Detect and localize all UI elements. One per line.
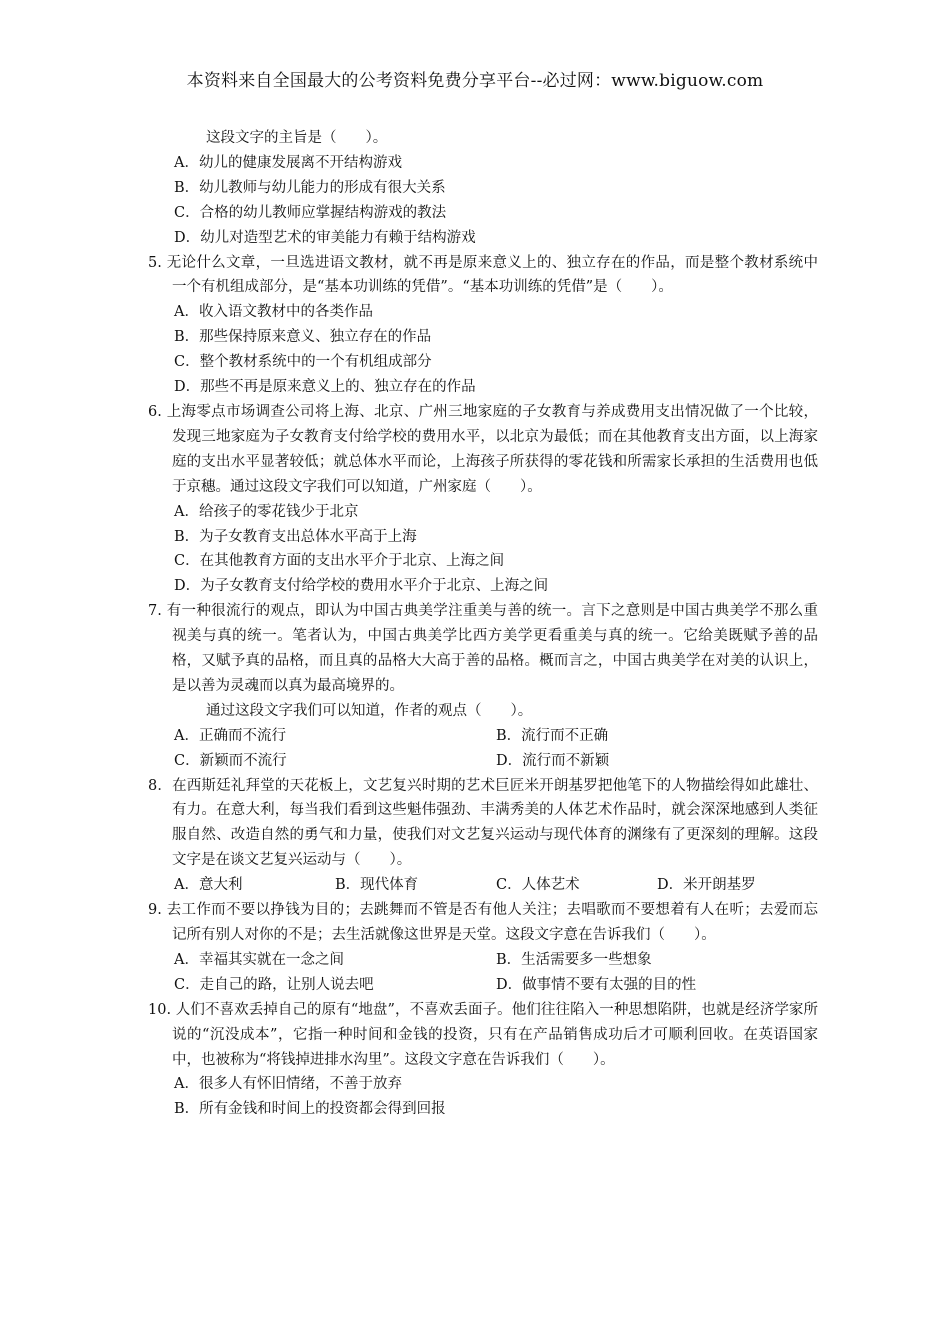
q9-options-row-2 (148, 973, 818, 998)
q9-option-c: C．走自己的路，让别人说去吧 (174, 976, 374, 993)
q9-option-b: B．生活需要多一些想象 (496, 951, 652, 968)
q7-option-d: D．流行而不新颖 (496, 752, 610, 769)
q6-option-c: C．在其他教育方面的支出水平介于北京、上海之间 (174, 553, 505, 570)
q8-stem: 8．在西斯廷礼拜堂的天花板上，文艺复兴时期的艺术巨匠米开朗基罗把他笔下的人物描绘得如此雄壮、有力。在意大利，每当我们看到这些魁伟强劲、丰满秀美的人体艺术作品时，就会深深地感到人类征服自然、改造自然的勇气和力量，使我们对文艺复兴运动与现代体育的渊缘有了更深刻的理解。这段文字是在谈文艺复兴运动与（ ）。 (148, 777, 818, 869)
q8-option-d: D．米开朗基罗 (657, 877, 756, 894)
q5-option-c: C．整个教材系统中的一个有机组成部分 (174, 354, 432, 371)
q7-options-row-2 (148, 749, 818, 774)
q5-option-a: A．收入语文教材中的各类作品 (174, 304, 373, 321)
q8-option-c: C．人体艺术 (496, 877, 580, 894)
q7-stem: 7. 有一种很流行的观点，即认为中国古典美学注重美与善的统一。言下之意则是中国古典美学不那么重视美与真的统一。笔者认为，中国古典美学比西方美学更看重美与真的统一。它给美既赋予善的品格，又赋予真的品格，而且真的品格大大高于善的品格。概而言之，中国古典美学在对美的认识上，是以善为灵魂而以真为最高境界的。 (148, 603, 818, 694)
q9-option-d: D．做事情不要有太强的目的性 (496, 976, 697, 993)
q5-stem: 5. 无论什么文章，一旦选进语文教材，就不再是原来意义上的、独立存在的作品，而是整个教材系统中一个有机组成部分，是“基本功训练的凭借”。“基本功训练的凭借”是（ ）。 (148, 254, 818, 296)
q7-options-row-1 (148, 724, 818, 749)
q7-prompt: 通过这段文字我们可以知道，作者的观点（ ）。 (206, 702, 533, 719)
q7-option-a: A．正确而不流行 (174, 727, 286, 744)
q6-option-d: D．为子女教育支付给学校的费用水平介于北京、上海之间 (174, 578, 549, 595)
q4-prompt: 这段文字的主旨是（ ）。 (206, 130, 388, 146)
q4-option-d: D．幼儿对造型艺术的审美能力有赖于结构游戏 (174, 229, 476, 246)
q6-option-a: A．给孩子的零花钱少于北京 (174, 503, 359, 520)
q6-option-b: B．为子女教育支出总体水平高于上海 (174, 528, 417, 545)
q8-options-row (148, 873, 818, 898)
q6-stem: 6. 上海零点市场调查公司将上海、北京、广州三地家庭的子女教育与养成费用支出情况做了一个比较，发现三地家庭为子女教育支付给学校的费用水平，以北京为最低；而在其他教育支出方面，以上海家庭的支出水平显著较低；就总体水平而论，上海孩子所获得的零花钱和所需家长承担的生活费用也低于京穗。通过这段文字我们可以知道，广州家庭（ ）。 (148, 403, 818, 495)
q5-option-b: B．那些保持原来意义、独立存在的作品 (174, 329, 432, 346)
q9-stem: 9. 去工作而不要以挣钱为目的；去跳舞而不管是否有他人关注；去唱歌而不要想着有人在听；去爱而忘记所有别人对你的不是；去生活就像这世界是天堂。这段文字意在告诉我们（ ）。 (148, 902, 818, 943)
question-content (148, 126, 818, 1122)
q10-stem: 10. 人们不喜欢丢掉自己的原有“地盘”，不喜欢丢面子。他们往往陷入一种思想陷阱，也就是经济学家所说的“沉没成本”，它指一种时间和金钱的投资，只有在产品销售成功后才可顺利回收。在英语国家中，也被称为“将钱掉进排水沟里”。这段文字意在告诉我们（ ）。 (148, 1001, 818, 1068)
q5-option-d: D．那些不再是原来意义上的、独立存在的作品 (174, 379, 476, 396)
q8-option-a: A．意大利 (174, 877, 243, 894)
q4-option-b: B．幼儿教师与幼儿能力的形成有很大关系 (174, 179, 446, 196)
q10-option-b: B．所有金钱和时间上的投资都会得到回报 (174, 1101, 446, 1118)
q9-option-a: A．幸福其实就在一念之间 (174, 951, 344, 968)
q10-option-a: A．很多人有怀旧情绪，不善于放弃 (174, 1076, 402, 1093)
q4-option-a: A．幼儿的健康发展离不开结构游戏 (174, 154, 402, 171)
q9-options-row-1 (148, 948, 818, 973)
q7-option-c: C．新颖而不流行 (174, 752, 287, 769)
page-header: 本资料来自全国最大的公考资料免费分享平台--必过网：www.biguow.com (186, 71, 764, 91)
q4-option-c: C．合格的幼儿教师应掌握结构游戏的教法 (174, 204, 447, 221)
q8-option-b: B．现代体育 (335, 877, 419, 894)
q7-option-b: B．流行而不正确 (496, 727, 609, 744)
